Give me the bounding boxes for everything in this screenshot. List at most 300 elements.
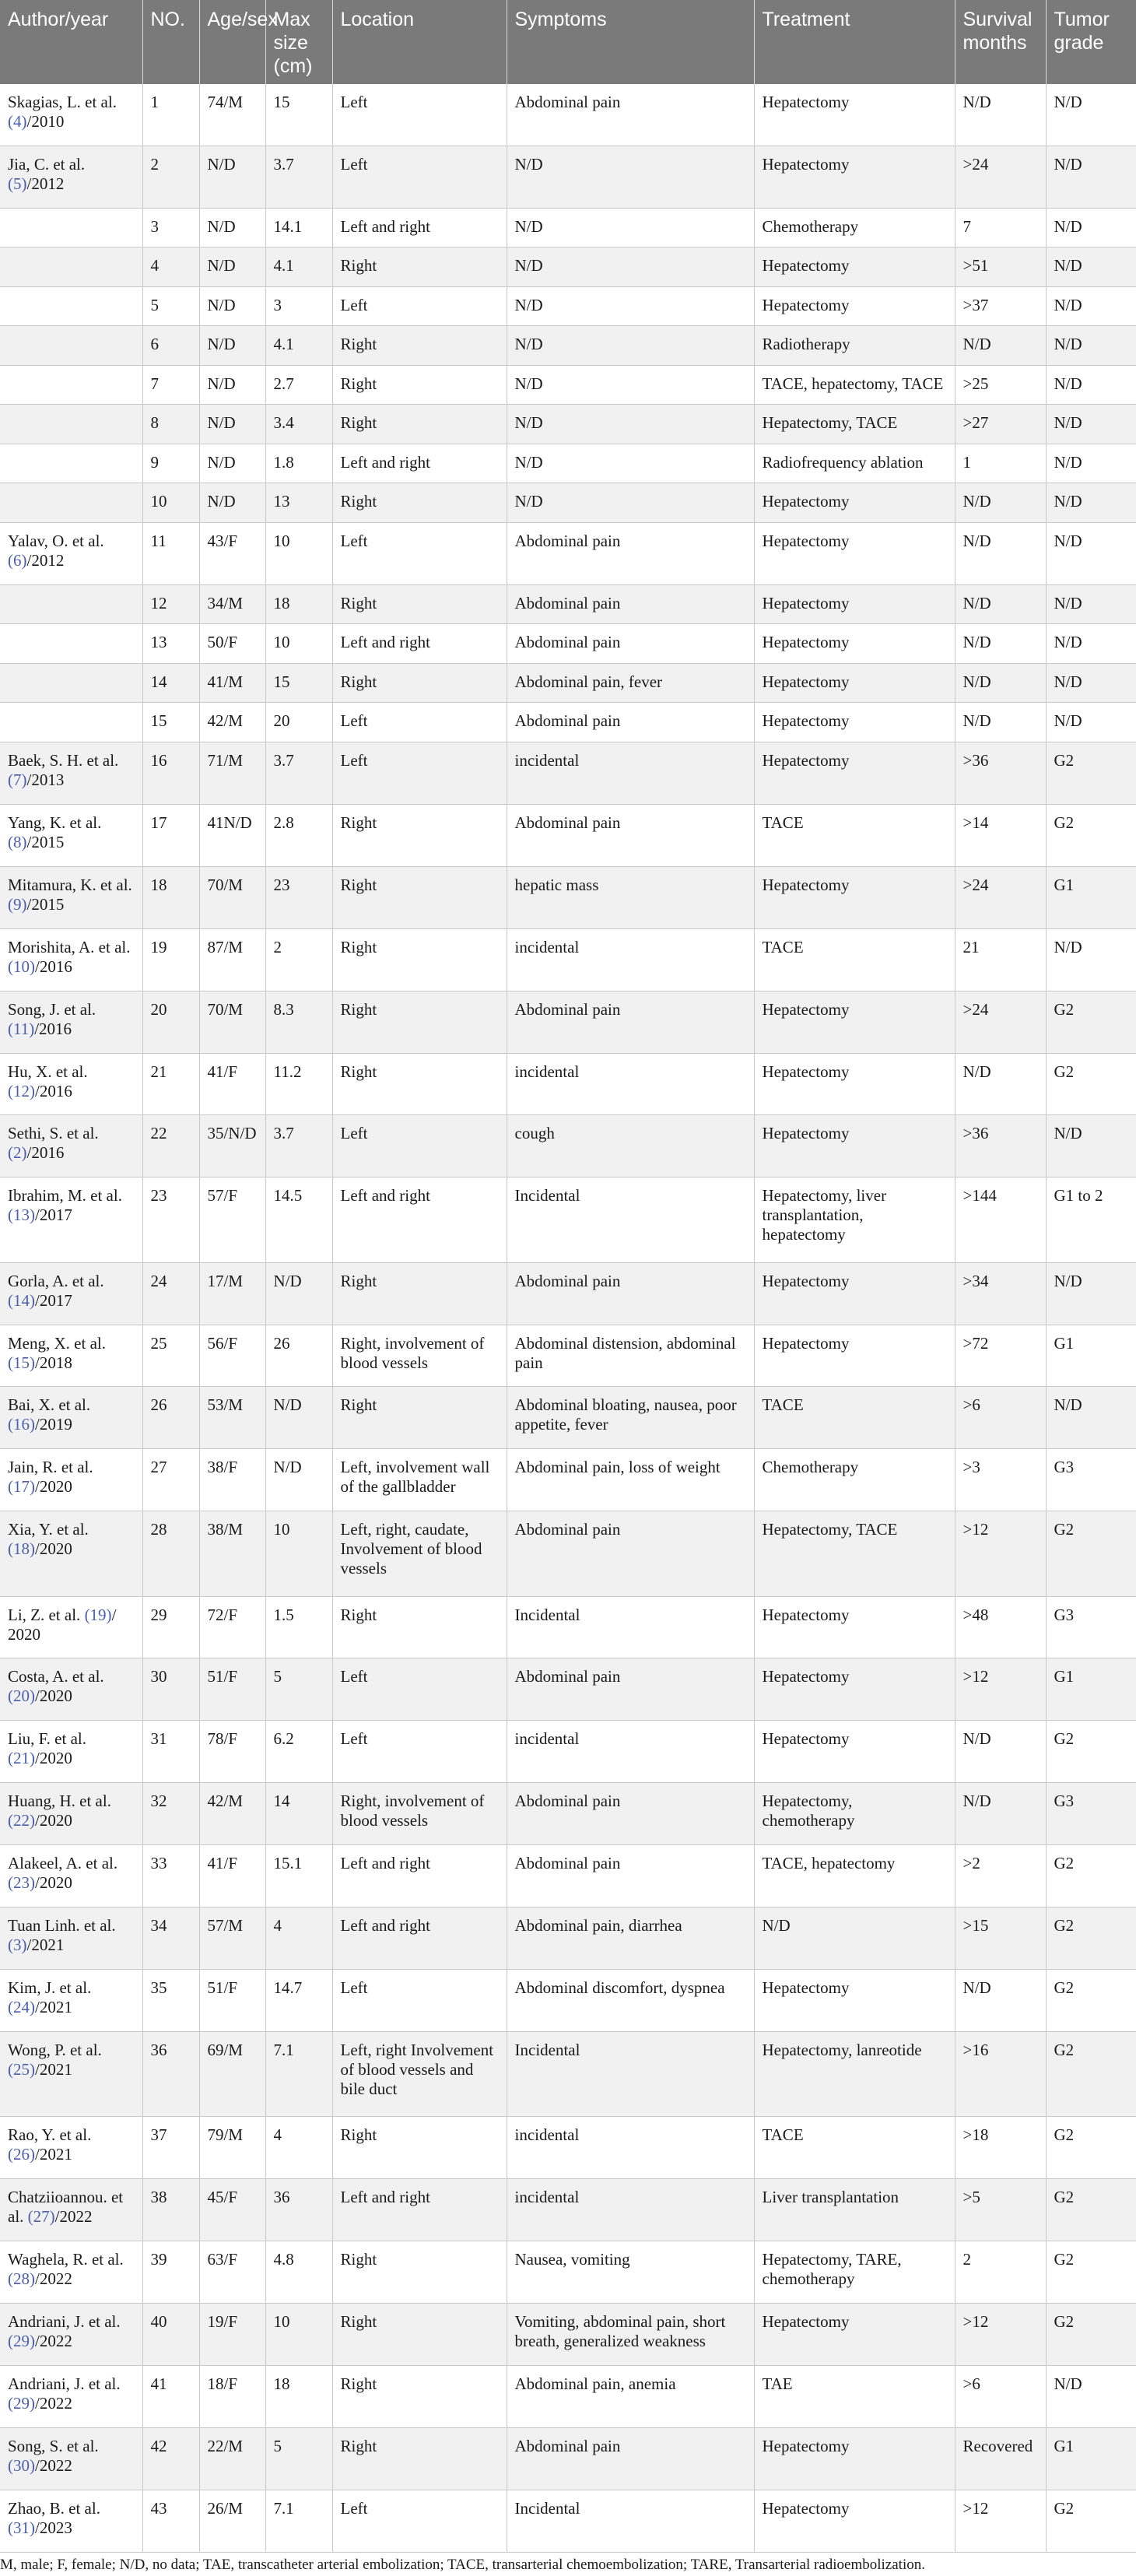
table-row <box>0 247 1136 287</box>
cell-symptoms: incidental <box>507 1721 754 1783</box>
cell-location: Left <box>332 1721 507 1783</box>
reference-link[interactable]: (3) <box>8 1936 27 1955</box>
cell-location: Right <box>332 1387 507 1449</box>
cell-no: 16 <box>142 742 199 805</box>
cell-max-size: 10 <box>265 1511 332 1596</box>
cell-author-year <box>0 1970 142 2032</box>
author-name: Skagias, L. et al. <box>8 93 117 111</box>
reference-link[interactable]: (25) <box>8 2059 35 2079</box>
table-row <box>0 1115 1136 1177</box>
cell-treatment: TACE <box>754 1387 955 1449</box>
table-row <box>0 522 1136 584</box>
table-row <box>0 742 1136 805</box>
header-treatment: Treatment <box>754 0 955 84</box>
table-row <box>0 2179 1136 2241</box>
cell-no: 32 <box>142 1783 199 1845</box>
author-name: Andriani, J. et al. <box>8 2374 121 2393</box>
cell-location: Right <box>332 405 507 444</box>
author-name: Huang, H. et al. <box>8 1792 111 1811</box>
table-row <box>0 1511 1136 1596</box>
cell-survival: >5 <box>955 2179 1046 2241</box>
reference-link[interactable]: (26) <box>8 2145 35 2164</box>
reference-link[interactable]: (30) <box>8 2455 35 2475</box>
cell-treatment: Hepatectomy <box>754 1658 955 1721</box>
table-body <box>0 84 1136 2553</box>
cell-author-year <box>0 584 142 624</box>
table-row <box>0 1907 1136 1970</box>
table-row <box>0 2490 1136 2552</box>
cell-survival: >24 <box>955 866 1046 928</box>
cell-symptoms: incidental <box>507 2117 754 2179</box>
cell-location: Left and right <box>332 1177 507 1262</box>
cell-max-size: 10 <box>265 2303 332 2365</box>
cell-tumor-grade: N/D <box>1046 928 1136 991</box>
cell-no: 39 <box>142 2241 199 2304</box>
table-row <box>0 1596 1136 1658</box>
cell-age-sex: N/D <box>199 208 265 247</box>
cell-treatment: Hepatectomy, chemotherapy <box>754 1783 955 1845</box>
cell-treatment: TACE <box>754 2117 955 2179</box>
header-no: NO. <box>142 0 199 84</box>
cell-tumor-grade: G2 <box>1046 1845 1136 1907</box>
cell-no: 1 <box>142 84 199 146</box>
cell-symptoms: Abdominal pain, loss of weight <box>507 1449 754 1511</box>
cell-age-sex: 53/M <box>199 1387 265 1449</box>
cell-treatment: Hepatectomy <box>754 991 955 1053</box>
cell-age-sex: 71/M <box>199 742 265 805</box>
cell-author-year <box>0 1262 142 1325</box>
cell-survival: >24 <box>955 146 1046 208</box>
cell-survival: N/D <box>955 1721 1046 1783</box>
cell-location: Right <box>332 991 507 1053</box>
cell-tumor-grade: G3 <box>1046 1783 1136 1845</box>
cell-max-size: 3.7 <box>265 146 332 208</box>
table-row <box>0 928 1136 991</box>
author-name: Morishita, A. et al. <box>8 937 131 956</box>
table-row <box>0 1262 1136 1325</box>
table-row <box>0 991 1136 1053</box>
cell-age-sex: 57/M <box>199 1907 265 1970</box>
cell-tumor-grade: N/D <box>1046 84 1136 146</box>
cell-tumor-grade: N/D <box>1046 208 1136 247</box>
cell-age-sex: 26/M <box>199 2490 265 2552</box>
cell-author-year <box>0 286 142 326</box>
cell-max-size: 4.1 <box>265 326 332 366</box>
cell-location: Right <box>332 584 507 624</box>
cell-max-size: 18 <box>265 2365 332 2427</box>
cell-survival: >27 <box>955 405 1046 444</box>
publication-year: /2016 <box>34 1019 72 1038</box>
cell-symptoms: Abdominal pain <box>507 703 754 742</box>
cell-treatment: Hepatectomy, TACE <box>754 1511 955 1596</box>
cell-location: Right <box>332 2117 507 2179</box>
cell-author-year <box>0 1449 142 1511</box>
cell-location: Right <box>332 2365 507 2427</box>
cell-no: 12 <box>142 584 199 624</box>
cell-no: 17 <box>142 804 199 866</box>
cell-no: 38 <box>142 2179 199 2241</box>
cell-survival: >15 <box>955 1907 1046 1970</box>
cell-treatment: Hepatectomy <box>754 663 955 703</box>
reference-link[interactable]: (5) <box>8 174 27 193</box>
cell-symptoms: N/D <box>507 326 754 366</box>
cell-location: Left <box>332 1115 507 1177</box>
author-name: Meng, X. et al. <box>8 1333 106 1353</box>
cell-no: 22 <box>142 1115 199 1177</box>
cell-treatment: Radiofrequency ablation <box>754 444 955 483</box>
cell-author-year <box>0 522 142 584</box>
cell-age-sex: 18/F <box>199 2365 265 2427</box>
cell-survival: 1 <box>955 444 1046 483</box>
header-tumor-grade: Tumor grade <box>1046 0 1136 84</box>
cell-author-year <box>0 247 142 287</box>
cell-author-year <box>0 2303 142 2365</box>
cell-tumor-grade: N/D <box>1046 444 1136 483</box>
cell-location: Left and right <box>332 1845 507 1907</box>
cell-author-year <box>0 804 142 866</box>
cell-tumor-grade: G1 <box>1046 2427 1136 2490</box>
reference-link[interactable]: (27) <box>27 2207 55 2227</box>
cell-max-size: 14.1 <box>265 208 332 247</box>
cell-symptoms: Abdominal pain <box>507 584 754 624</box>
table-row <box>0 2427 1136 2490</box>
reference-link[interactable]: (23) <box>8 1873 35 1893</box>
cell-no: 40 <box>142 2303 199 2365</box>
table-row <box>0 146 1136 208</box>
cell-symptoms: hepatic mass <box>507 866 754 928</box>
cell-symptoms: N/D <box>507 405 754 444</box>
cell-treatment: Hepatectomy <box>754 2490 955 2552</box>
cell-max-size: 26 <box>265 1325 332 1387</box>
cell-author-year <box>0 624 142 664</box>
reference-link[interactable]: (28) <box>8 2269 35 2289</box>
table-row <box>0 866 1136 928</box>
cell-survival: N/D <box>955 1783 1046 1845</box>
cell-treatment: Hepatectomy <box>754 146 955 208</box>
table-row <box>0 1658 1136 1721</box>
table-row <box>0 2241 1136 2304</box>
reference-link[interactable]: (24) <box>8 1998 35 2017</box>
cell-tumor-grade: G2 <box>1046 991 1136 1053</box>
publication-year: /2015 <box>26 832 65 851</box>
cell-max-size: 14.5 <box>265 1177 332 1262</box>
reference-link[interactable]: (10) <box>8 956 35 976</box>
cell-symptoms: N/D <box>507 146 754 208</box>
header-location: Location <box>332 0 507 84</box>
cell-survival: >25 <box>955 365 1046 405</box>
cell-author-year <box>0 928 142 991</box>
cell-symptoms: Abdominal pain <box>507 1658 754 1721</box>
cell-age-sex: 41N/D <box>199 804 265 866</box>
cell-max-size: 11.2 <box>265 1053 332 1115</box>
cell-max-size: 2.7 <box>265 365 332 405</box>
publication-year: /2015 <box>26 894 65 914</box>
cell-survival: 2 <box>955 2241 1046 2304</box>
publication-year: /2016 <box>26 1143 65 1163</box>
reference-link[interactable]: (31) <box>8 2518 35 2537</box>
cell-tumor-grade: N/D <box>1046 584 1136 624</box>
table-row <box>0 405 1136 444</box>
cell-location: Left and right <box>332 624 507 664</box>
cell-max-size: 36 <box>265 2179 332 2241</box>
cell-symptoms: N/D <box>507 286 754 326</box>
table-row <box>0 1053 1136 1115</box>
cell-location: Left <box>332 2490 507 2552</box>
reference-link[interactable]: (20) <box>8 1686 35 1706</box>
cell-treatment: TACE, hepatectomy <box>754 1845 955 1907</box>
reference-link[interactable]: (19) <box>84 1605 112 1624</box>
cell-tumor-grade: G3 <box>1046 1449 1136 1511</box>
reference-link[interactable]: (4) <box>8 112 27 131</box>
reference-link[interactable]: (11) <box>8 1019 35 1038</box>
publication-year: /2020 <box>35 1749 72 1768</box>
cell-tumor-grade: N/D <box>1046 326 1136 366</box>
cell-treatment: TACE <box>754 804 955 866</box>
cell-no: 21 <box>142 1053 199 1115</box>
cell-location: Left <box>332 522 507 584</box>
author-name: Costa, A. et al. <box>8 1667 104 1686</box>
author-name: Rao, Y. et al. <box>8 2125 92 2145</box>
cell-treatment: Chemotherapy <box>754 1449 955 1511</box>
cell-location: Left <box>332 703 507 742</box>
reference-link[interactable]: (13) <box>8 1206 35 1225</box>
author-name: Yang, K. et al. <box>8 812 102 832</box>
cell-no: 11 <box>142 522 199 584</box>
cell-survival: >144 <box>955 1177 1046 1262</box>
cell-max-size: 2.8 <box>265 804 332 866</box>
table-row <box>0 286 1136 326</box>
cell-tumor-grade: G2 <box>1046 1970 1136 2032</box>
cell-treatment: Hepatectomy <box>754 522 955 584</box>
cell-symptoms: N/D <box>507 444 754 483</box>
cell-age-sex: 70/M <box>199 866 265 928</box>
cell-max-size: 4 <box>265 1907 332 1970</box>
cell-max-size: 7.1 <box>265 2031 332 2116</box>
cell-no: 6 <box>142 326 199 366</box>
table-row <box>0 2303 1136 2365</box>
author-name: Bai, X. et al. <box>8 1395 91 1415</box>
cell-symptoms: N/D <box>507 483 754 523</box>
cell-tumor-grade: N/D <box>1046 286 1136 326</box>
cell-author-year <box>0 444 142 483</box>
publication-year: /2010 <box>26 112 65 131</box>
cell-treatment: TACE <box>754 928 955 991</box>
cell-max-size: 10 <box>265 522 332 584</box>
cell-max-size: 4.8 <box>265 2241 332 2304</box>
header-author-year: Author/year <box>0 0 142 84</box>
table-row <box>0 1845 1136 1907</box>
cell-treatment: Hepatectomy <box>754 1053 955 1115</box>
cell-max-size: 1.5 <box>265 1596 332 1658</box>
cell-author-year <box>0 1907 142 1970</box>
cell-treatment: Hepatectomy, lanreotide <box>754 2031 955 2116</box>
reference-link[interactable]: (12) <box>8 1081 35 1100</box>
cell-location: Right <box>332 2303 507 2365</box>
cell-survival: >24 <box>955 991 1046 1053</box>
cell-age-sex: 35/N/D <box>199 1115 265 1177</box>
cell-location: Right <box>332 1053 507 1115</box>
cell-max-size: N/D <box>265 1262 332 1325</box>
cell-survival: >12 <box>955 2303 1046 2365</box>
cell-treatment: Liver transplantation <box>754 2179 955 2241</box>
cell-age-sex: 79/M <box>199 2117 265 2179</box>
reference-link[interactable]: (6) <box>8 550 27 570</box>
table-row <box>0 2365 1136 2427</box>
reference-link[interactable]: (18) <box>8 1539 35 1559</box>
cell-location: Left and right <box>332 2179 507 2241</box>
table-row <box>0 208 1136 247</box>
cell-location: Right <box>332 2427 507 2490</box>
cell-age-sex: 69/M <box>199 2031 265 2116</box>
cell-author-year <box>0 2490 142 2552</box>
author-name: Gorla, A. et al. <box>8 1271 104 1290</box>
cell-age-sex: N/D <box>199 444 265 483</box>
cell-max-size: 3 <box>265 286 332 326</box>
cell-location: Left and right <box>332 444 507 483</box>
cell-location: Left, involvement wall of the gallbladder <box>332 1449 507 1511</box>
reference-link[interactable]: (7) <box>8 770 27 790</box>
cell-max-size: 15.1 <box>265 1845 332 1907</box>
cell-age-sex: 87/M <box>199 928 265 991</box>
cell-author-year <box>0 663 142 703</box>
table-row <box>0 663 1136 703</box>
cell-age-sex: 34/M <box>199 584 265 624</box>
header-symptoms: Symptoms <box>507 0 754 84</box>
cell-survival: N/D <box>955 663 1046 703</box>
cell-treatment: Hepatectomy <box>754 624 955 664</box>
reference-link[interactable]: (16) <box>8 1415 35 1434</box>
cell-author-year <box>0 2031 142 2116</box>
publication-year: /2021 <box>35 2145 72 2164</box>
author-name: Waghela, R. et al. <box>8 2250 124 2269</box>
cell-survival: >51 <box>955 247 1046 287</box>
author-name: Kim, J. et al. <box>8 1978 92 1998</box>
cell-location: Right, involvement of blood vessels <box>332 1783 507 1845</box>
cell-treatment: Hepatectomy <box>754 1115 955 1177</box>
cell-no: 19 <box>142 928 199 991</box>
cell-treatment: Radiotherapy <box>754 326 955 366</box>
cell-tumor-grade: N/D <box>1046 365 1136 405</box>
cell-location: Left <box>332 1658 507 1721</box>
cell-survival: >12 <box>955 1511 1046 1596</box>
cell-location: Right <box>332 1262 507 1325</box>
reference-link[interactable]: (15) <box>8 1353 35 1372</box>
reference-link[interactable]: (29) <box>8 2393 35 2413</box>
publication-year: /2022 <box>35 2455 72 2475</box>
cell-age-sex: N/D <box>199 365 265 405</box>
reference-link[interactable]: (29) <box>8 2331 35 2350</box>
table-row <box>0 1721 1136 1783</box>
reference-link[interactable]: (14) <box>8 1290 35 1310</box>
cell-tumor-grade: G2 <box>1046 2303 1136 2365</box>
cell-location: Right <box>332 326 507 366</box>
cell-author-year <box>0 2427 142 2490</box>
cell-author-year <box>0 1511 142 1596</box>
cell-location: Right <box>332 866 507 928</box>
cell-survival: >2 <box>955 1845 1046 1907</box>
cell-no: 42 <box>142 2427 199 2490</box>
cell-symptoms: Abdominal pain <box>507 2427 754 2490</box>
cell-tumor-grade: N/D <box>1046 522 1136 584</box>
cell-treatment: Hepatectomy <box>754 1262 955 1325</box>
cell-symptoms: Abdominal discomfort, dyspnea <box>507 1970 754 2032</box>
cell-author-year <box>0 1053 142 1115</box>
cell-survival: N/D <box>955 624 1046 664</box>
table-row <box>0 1325 1136 1387</box>
cell-tumor-grade: N/D <box>1046 1262 1136 1325</box>
cell-symptoms: Incidental <box>507 1177 754 1262</box>
cell-survival: N/D <box>955 326 1046 366</box>
cell-max-size: 20 <box>265 703 332 742</box>
cell-survival: >18 <box>955 2117 1046 2179</box>
cell-treatment: Hepatectomy, liver transplantation, hepatectomy <box>754 1177 955 1262</box>
publication-year: /2012 <box>26 550 65 570</box>
cell-age-sex: 63/F <box>199 2241 265 2304</box>
cell-tumor-grade: G2 <box>1046 1053 1136 1115</box>
publication-year: /2020 <box>35 1811 72 1830</box>
cell-location: Right <box>332 247 507 287</box>
cell-no: 35 <box>142 1970 199 2032</box>
cell-author-year <box>0 1596 142 1658</box>
cell-tumor-grade: G2 <box>1046 2031 1136 2116</box>
cell-treatment: Hepatectomy <box>754 84 955 146</box>
cell-author-year <box>0 2179 142 2241</box>
publication-year: /2017 <box>35 1290 72 1310</box>
cell-treatment: Hepatectomy <box>754 286 955 326</box>
cell-symptoms: N/D <box>507 247 754 287</box>
cell-max-size: N/D <box>265 1449 332 1511</box>
cell-author-year <box>0 365 142 405</box>
author-name: Song, J. et al. <box>8 999 96 1019</box>
table-row <box>0 804 1136 866</box>
table-row <box>0 84 1136 146</box>
reference-link[interactable]: (8) <box>8 832 27 851</box>
cell-no: 18 <box>142 866 199 928</box>
cell-location: Left and right <box>332 1907 507 1970</box>
cell-treatment: Hepatectomy <box>754 584 955 624</box>
author-name: Ibrahim, M. et al. <box>8 1186 122 1206</box>
reference-link[interactable]: (21) <box>8 1749 35 1768</box>
publication-year: /2016 <box>35 956 72 976</box>
cell-location: Left and right <box>332 208 507 247</box>
cell-tumor-grade: N/D <box>1046 663 1136 703</box>
cell-age-sex: 56/F <box>199 1325 265 1387</box>
cell-no: 26 <box>142 1387 199 1449</box>
author-name: Song, S. et al. <box>8 2436 99 2455</box>
reference-link[interactable]: (9) <box>8 894 27 914</box>
author-name: Yalav, O. et al. <box>8 531 104 550</box>
publication-year: /2022 <box>35 2331 72 2350</box>
reference-link[interactable]: (2) <box>8 1143 27 1163</box>
cell-max-size: 13 <box>265 483 332 523</box>
publication-year: /2020 <box>35 1873 72 1893</box>
cell-no: 31 <box>142 1721 199 1783</box>
reference-link[interactable]: (17) <box>8 1477 35 1497</box>
cell-location: Left <box>332 742 507 805</box>
cell-tumor-grade: G2 <box>1046 2117 1136 2179</box>
publication-year: /2023 <box>35 2518 72 2537</box>
cell-age-sex: 51/F <box>199 1970 265 2032</box>
cell-treatment: TAE <box>754 2365 955 2427</box>
author-name: Li, Z. et al. <box>8 1605 81 1624</box>
table-row <box>0 365 1136 405</box>
author-name: Liu, F. et al. <box>8 1729 86 1749</box>
cell-author-year <box>0 483 142 523</box>
cell-location: Left, right, caudate, Involvement of blood vessels <box>332 1511 507 1596</box>
reference-link[interactable]: (22) <box>8 1811 35 1830</box>
publication-year: /2020 <box>35 1686 72 1706</box>
publication-year: /2021 <box>35 1998 72 2017</box>
